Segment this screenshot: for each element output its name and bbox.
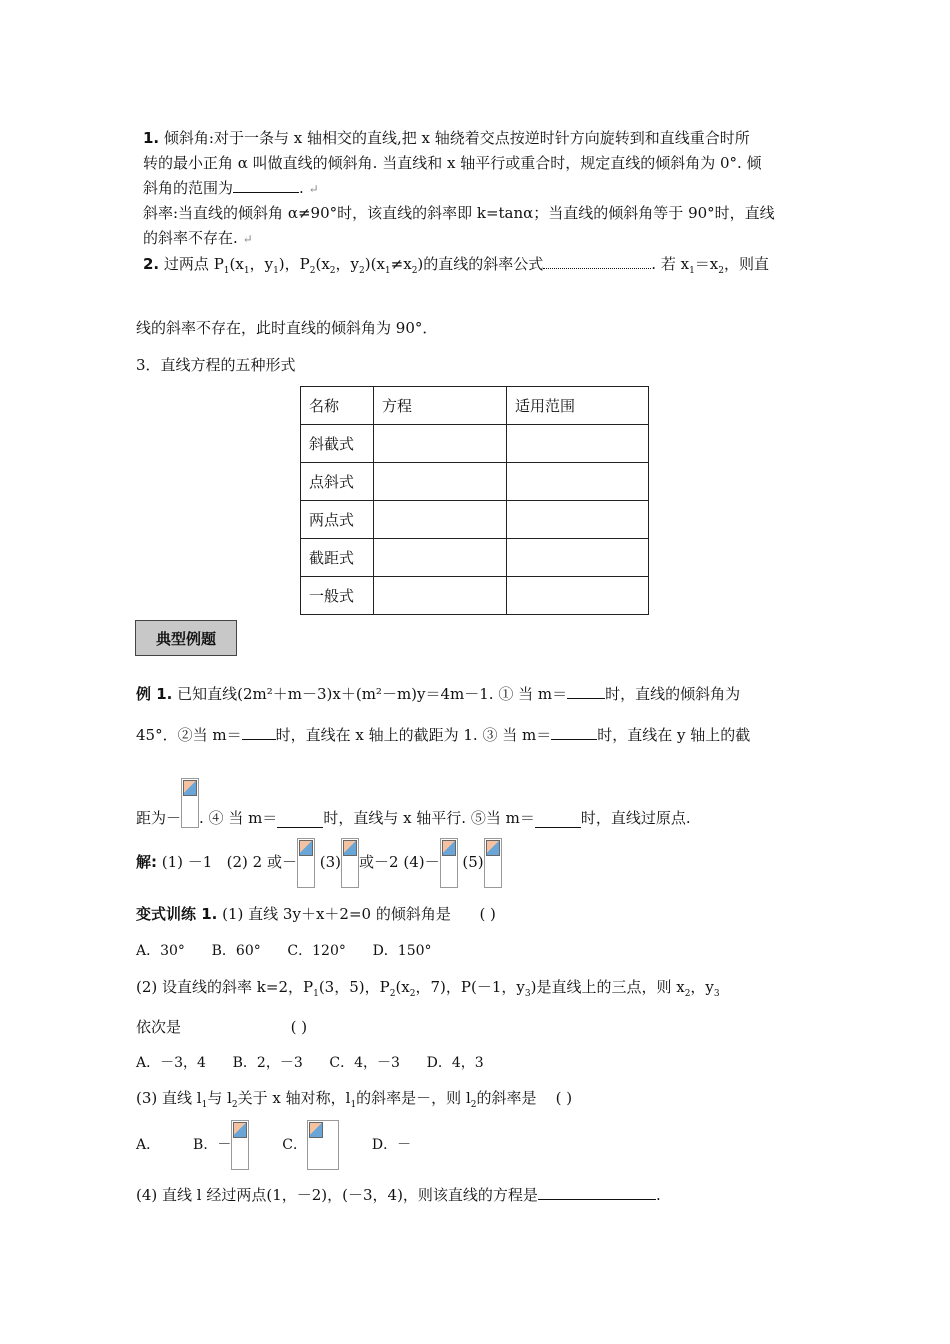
var1-q2-options: A．－3，4 B．2，－3 C．4，－3 D．4，3 [136, 1055, 484, 1071]
var1-q3-line1 [136, 1087, 572, 1110]
var1-q1-text: (1) 直线 3y＋x＋2=0 的倾斜角是 [222, 905, 451, 923]
table-cell: 两点式 [301, 501, 374, 539]
sub: 2 [231, 1100, 238, 1110]
table-header-row [301, 387, 649, 425]
q3e: 的斜率是 [476, 1089, 537, 1107]
table-cell[interactable] [507, 463, 649, 501]
sub: 1 [313, 989, 319, 999]
sub: 1 [384, 266, 391, 276]
q3b: 与 l [207, 1089, 232, 1107]
table-row [301, 501, 649, 539]
table-cell[interactable] [374, 463, 507, 501]
table-row [301, 539, 649, 577]
var1-q1-options: A．30° B．60° C．120° D．150° [136, 943, 432, 959]
q3a: (3) 直线 l [136, 1089, 202, 1107]
p1-range-blank[interactable] [233, 178, 299, 193]
table-header-cell: 方程 [374, 387, 507, 425]
table-cell[interactable] [374, 425, 507, 463]
table-cell[interactable] [507, 425, 649, 463]
table-header-cell: 名称 [301, 387, 374, 425]
fraction-image-icon [181, 778, 199, 828]
slope-formula-blank[interactable] [543, 254, 651, 269]
solution-label: 解: [136, 853, 157, 871]
p2-text-a: 过两点 P [163, 255, 224, 273]
p1-line1 [143, 127, 750, 148]
p1-line1-text: 倾斜角:对于一条与 x 轴相交的直线,把 x 轴绕着交点按逆时针方向旋转到和直线重合时所 [163, 129, 750, 147]
sub: 3 [713, 989, 720, 999]
table-cell[interactable] [507, 539, 649, 577]
answer-blank[interactable] [535, 813, 581, 828]
fraction-image-icon [307, 1120, 339, 1170]
ex1-l2b: 时，直线在 x 轴上的截距为 1. ③ 当 m＝ [275, 726, 552, 744]
q2f: ，y [690, 978, 714, 996]
return-mark: ↵ [308, 182, 319, 196]
sol-a: (1) －1 [161, 853, 213, 871]
ex1-l3d: 时，直线过原点. [580, 809, 691, 827]
p1-line5 [143, 227, 253, 248]
option-c: C． [282, 1137, 307, 1153]
var1-label: 变式训练 1. [136, 905, 218, 923]
sub: 2 [389, 989, 396, 999]
answer-blank[interactable] [277, 813, 323, 828]
table-cell: 斜截式 [301, 425, 374, 463]
sub: 1 [223, 266, 230, 276]
sub: 1 [689, 266, 695, 276]
table-cell[interactable] [374, 539, 507, 577]
table-cell[interactable] [374, 577, 507, 615]
sub: 2 [411, 266, 418, 276]
table-row [301, 463, 649, 501]
q2b: (3，5)，P [318, 978, 390, 996]
var1-q1 [136, 903, 496, 924]
sub: 1 [243, 266, 250, 276]
sol-d: 或－2 [359, 853, 399, 871]
var1-q3-options [136, 1120, 411, 1170]
ex1-line2 [136, 724, 750, 745]
p2-cont: 线的斜率不存在，此时直线的倾斜角为 90°． [136, 319, 438, 337]
sol-c: (3) [319, 853, 342, 871]
sub: 2 [329, 266, 336, 276]
line-equation-forms-table [300, 386, 649, 615]
ex1-line3 [136, 778, 691, 828]
table-cell[interactable] [507, 501, 649, 539]
p1-number: 1. [143, 129, 160, 147]
ex1-l2c: 时，直线在 y 轴上的截 [597, 726, 751, 744]
fraction-image-icon [440, 838, 458, 888]
sub: 2 [359, 266, 365, 276]
sub: 1 [273, 266, 279, 276]
q2-line2-text: 依次是 [136, 1018, 182, 1036]
p2-text-d: ＝x [694, 255, 719, 273]
ex1-line1 [136, 683, 740, 704]
ex1-l3c: 时，直线与 x 轴平行. ⑤当 m＝ [323, 809, 535, 827]
sol-e: (4)－ [403, 853, 440, 871]
sub: 1 [350, 1100, 357, 1110]
ex1-l3b: . ④ 当 m＝ [199, 809, 278, 827]
table-row [301, 577, 649, 615]
p1-line5-text: 的斜率不存在. [143, 229, 238, 247]
table-header-cell: 适用范围 [507, 387, 649, 425]
option-d: D．－ [371, 1137, 412, 1153]
answer-paren[interactable]: ( ) [290, 1018, 308, 1036]
sub: 2 [409, 989, 416, 999]
sub: 2 [718, 266, 724, 276]
table-cell: 一般式 [301, 577, 374, 615]
p2-line1: 2. 过两点 $P_1(x_1$，$y_1$)，$P_2(x_2$，$y_2)(x_1\ne x_2)$的直线的斜率公式 . 若 $x_1=x_2$，则直 [143, 255, 770, 276]
var1-q2-line2 [136, 1016, 307, 1037]
var1-q4 [136, 1184, 661, 1205]
var1-q2-line1 [136, 976, 720, 999]
q4-text: (4) 直线 l 经过两点(1，－2)，(－3，4)，则该直线的方程是 [136, 1186, 538, 1204]
sol-b: (2) 2 或－ [226, 853, 297, 871]
fraction-image-icon [484, 838, 502, 888]
return-mark: ↵ [242, 232, 253, 246]
option-b: B．－ [193, 1137, 232, 1153]
p1-line4: 斜率:当直线的倾斜角 α≠90°时，该直线的斜率即 k=tanα；当直线的倾斜角等于 90°时，直线 [143, 204, 775, 222]
p1-line3-end: . [299, 179, 304, 197]
ex1-l2a: 45°．②当 m＝ [136, 726, 242, 744]
answer-blank[interactable] [551, 725, 597, 740]
sub: 2 [309, 266, 316, 276]
sub: 1 [201, 1100, 208, 1110]
fraction-image-icon [231, 1120, 249, 1170]
answer-blank[interactable] [242, 725, 276, 740]
q2c: (x [395, 978, 410, 996]
ex1-l1b: 时，直线的倾斜角为 [605, 685, 741, 703]
q2a: (2) 设直线的斜率 k=2，P [136, 978, 314, 996]
table-cell[interactable] [374, 501, 507, 539]
q3d: 的斜率是－，则 l [356, 1089, 471, 1107]
sub: 2 [470, 1100, 477, 1110]
ex1-label: 例 1. [136, 685, 173, 703]
p3-title: 3．直线方程的五种形式 [136, 356, 296, 374]
table-cell: 点斜式 [301, 463, 374, 501]
p1-line3-text: 斜角的范围为 [143, 179, 234, 197]
p1-line3 [143, 177, 319, 198]
section-header: 典型例题 [135, 620, 237, 656]
solution-line [136, 838, 502, 888]
fraction-image-icon [341, 838, 359, 888]
ex1-l1: 已知直线(2m²＋m－3)x＋(m²－m)y＝4m－1. ① 当 m＝ [177, 685, 568, 703]
q4-end: . [655, 1186, 661, 1204]
p2-text-b: 的直线的斜率公式 [423, 255, 544, 273]
ex1-l3a: 距为－ [136, 809, 182, 827]
q2d: ，7)，P(－1，y [415, 978, 525, 996]
option-a: A． [136, 1137, 161, 1153]
q2e: )是直线上的三点，则 x [530, 978, 685, 996]
table-cell[interactable] [507, 577, 649, 615]
p1-line2: 转的最小正角 α 叫做直线的倾斜角. 当直线和 x 轴平行或重合时，规定直线的倾斜角为 0°. 倾 [143, 154, 762, 172]
sub: 2 [684, 989, 691, 999]
answer-blank[interactable] [538, 1185, 656, 1200]
p2-text-c: . 若 x [651, 255, 690, 273]
sub: 3 [524, 989, 531, 999]
q3c: 关于 x 轴对称，l [237, 1089, 351, 1107]
answer-paren[interactable]: ( ) [555, 1089, 573, 1107]
table-cell: 截距式 [301, 539, 374, 577]
p2-text-e: ，则直 [724, 255, 770, 273]
sol-f: (5) [462, 853, 484, 871]
table-row [301, 425, 649, 463]
p2-number: 2. [143, 255, 160, 273]
answer-paren[interactable]: ( ) [479, 905, 496, 923]
answer-blank[interactable] [567, 684, 605, 699]
fraction-image-icon [297, 838, 315, 888]
